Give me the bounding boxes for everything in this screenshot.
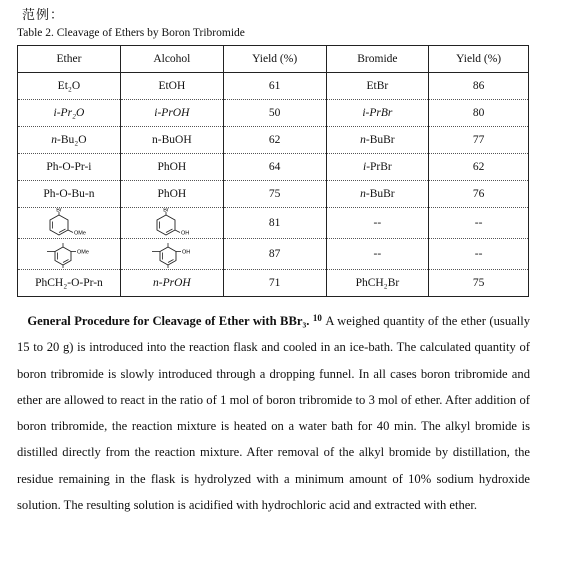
- procedure-body: A weighed quantity of the ether (usually 15 to 20 g) is introduced into the reaction flask and cooled in an ice-bath. The calculated quantity of boron tribromide is slowly introduced through a dropping funnel. In all cases boron tribromide and ether are allowed to react in the ratio of 1 mol of boron tribromide to 3 mol of ether. After addition of boron tribromide, the reaction mixture is heated on a water bath for 40 min. The alkyl bromide is distilled directly from the reaction mixture. After removal of the alkyl bromide by distillation, the residue remaining in the flask is hydrolyzed with a minimum amount of 10% sodium hydroxide solution. The resulting solution is acidified with hydrochloric acid and extracted with ether.: [17, 314, 530, 513]
- ether-cell: Ph-O-Pr-i: [18, 154, 121, 181]
- table-header-row: [18, 46, 529, 73]
- table-row: [18, 154, 529, 181]
- bromide-cell: --: [326, 208, 429, 239]
- bromide-cell: i-PrBr: [326, 100, 429, 127]
- structure-drawing: [132, 208, 212, 238]
- yield-cell: 64: [223, 154, 326, 181]
- alcohol-cell: EtOH: [120, 73, 223, 100]
- yield-cell: --: [429, 239, 529, 270]
- ether-cell: n-Bu₂O: [18, 127, 121, 154]
- yield-cell: 77: [429, 127, 529, 154]
- yield-cell: 71: [223, 270, 326, 297]
- table-row: [18, 73, 529, 100]
- ether-cell: PhCH₂-O-Pr-n: [18, 270, 121, 297]
- bromide-cell: EtBr: [326, 73, 429, 100]
- alcohol-cell: PhOH: [120, 181, 223, 208]
- table-row: [18, 239, 529, 270]
- table-row: [18, 270, 529, 297]
- yield-cell: 50: [223, 100, 326, 127]
- bromide-cell: n-BuBr: [326, 127, 429, 154]
- alcohol-cell: PhOH: [120, 154, 223, 181]
- col-ether: Ether: [18, 46, 121, 73]
- table-row: [18, 181, 529, 208]
- alcohol-cell: n-BuOH: [120, 127, 223, 154]
- table-row: [18, 208, 529, 239]
- yield-cell: 75: [429, 270, 529, 297]
- svg-text:OMe: OMe: [73, 230, 86, 237]
- cleavage-table: [17, 45, 529, 297]
- yield-cell: 86: [429, 73, 529, 100]
- bromoanisole-structure: [18, 208, 121, 239]
- yield-cell: 62: [429, 154, 529, 181]
- col-yield-bromide: Yield (%): [429, 46, 529, 73]
- col-bromide: Bromide: [326, 46, 429, 73]
- yield-cell: 76: [429, 181, 529, 208]
- alcohol-cell: i-PrOH: [120, 100, 223, 127]
- svg-text:OMe: OMe: [76, 249, 89, 256]
- methoxyxylene-structure: [18, 239, 121, 270]
- table-row: [18, 127, 529, 154]
- structure-drawing: [29, 239, 109, 269]
- structure-drawing: [29, 208, 109, 238]
- col-yield-alcohol: Yield (%): [223, 46, 326, 73]
- yield-cell: 87: [223, 239, 326, 270]
- bromide-cell: PhCH₂Br: [326, 270, 429, 297]
- yield-cell: 80: [429, 100, 529, 127]
- reference-number: 10: [312, 313, 322, 323]
- yield-cell: --: [429, 208, 529, 239]
- alcohol-cell: n-PrOH: [120, 270, 223, 297]
- procedure-title: General Procedure for Cleavage of Ether with BBr₃.: [27, 314, 310, 328]
- svg-text:Br: Br: [163, 208, 169, 214]
- dimethylphenol-structure: [120, 239, 223, 270]
- yield-cell: 61: [223, 73, 326, 100]
- procedure-paragraph: [17, 308, 530, 518]
- svg-text:Br: Br: [56, 208, 62, 214]
- bromophenol-structure: [120, 208, 223, 239]
- table-row: [18, 100, 529, 127]
- ether-cell: Et₂O: [18, 73, 121, 100]
- yield-cell: 75: [223, 181, 326, 208]
- bromide-cell: i-PrBr: [326, 154, 429, 181]
- structure-drawing: [132, 239, 212, 269]
- yield-cell: 62: [223, 127, 326, 154]
- svg-text:OH: OH: [181, 249, 191, 256]
- yield-cell: 81: [223, 208, 326, 239]
- example-heading: 范例：: [22, 8, 65, 23]
- svg-text:OH: OH: [180, 230, 190, 237]
- bromide-cell: --: [326, 239, 429, 270]
- ether-cell: Ph-O-Bu-n: [18, 181, 121, 208]
- ether-cell: i-Pr₂O: [18, 100, 121, 127]
- table-caption: Table 2. Cleavage of Ethers by Boron Tribromide: [17, 27, 245, 39]
- col-alcohol: Alcohol: [120, 46, 223, 73]
- bromide-cell: n-BuBr: [326, 181, 429, 208]
